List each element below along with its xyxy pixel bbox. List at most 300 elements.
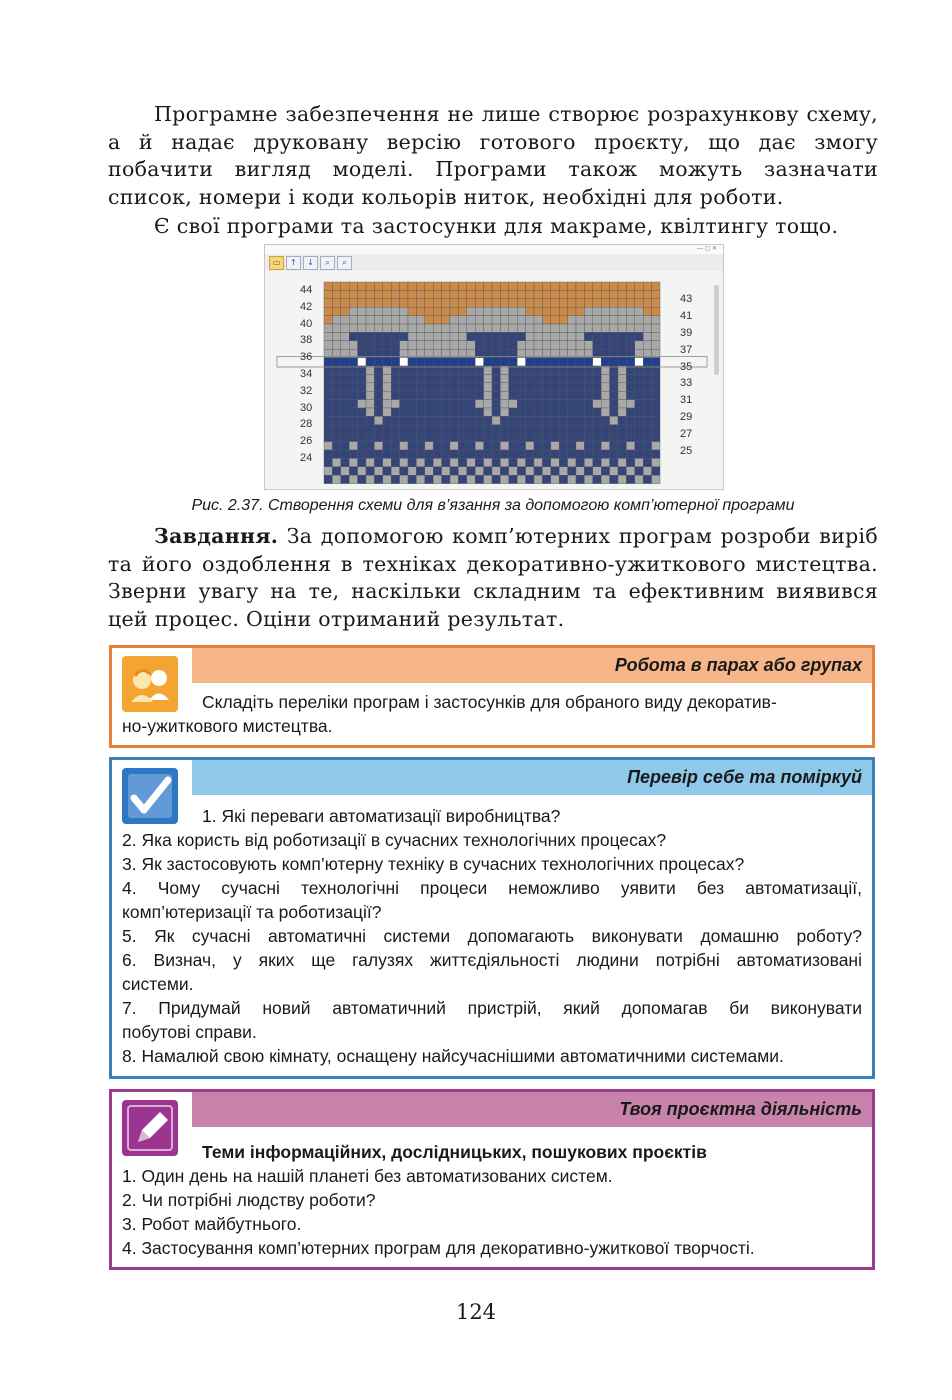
pattern-cell — [559, 332, 567, 340]
pattern-cell — [643, 374, 651, 382]
pattern-cell — [383, 442, 391, 450]
pattern-cell — [492, 299, 500, 307]
pattern-cell — [433, 442, 441, 450]
intro-paragraph — [108, 101, 878, 211]
pattern-cell — [652, 358, 660, 366]
pattern-cell — [349, 316, 357, 324]
pattern-cell — [526, 458, 534, 466]
pattern-cell — [551, 442, 559, 450]
pattern-cell — [652, 290, 660, 298]
pattern-cell — [366, 383, 374, 391]
pattern-cell — [584, 332, 592, 340]
pattern-cell — [425, 299, 433, 307]
pattern-cell — [584, 324, 592, 332]
pattern-cell — [652, 374, 660, 382]
pattern-cell — [576, 425, 584, 433]
pattern-cell — [517, 400, 525, 408]
pattern-cell — [458, 425, 466, 433]
pattern-cell — [332, 307, 340, 315]
pattern-cell — [551, 400, 559, 408]
pair-work-text — [122, 690, 862, 738]
pair-work-header — [192, 648, 872, 683]
question-item: 5. Як сучасні автоматичні системи допомагають виконувати домашню роботу? — [122, 926, 862, 946]
question-item: 1. Які переваги автоматизації виробництва? — [202, 806, 561, 826]
pattern-cell — [534, 467, 542, 475]
project-activity-box — [109, 1089, 875, 1270]
pattern-cell — [635, 358, 643, 366]
pattern-cell — [643, 425, 651, 433]
pattern-cell — [626, 299, 634, 307]
pattern-cell — [433, 374, 441, 382]
pattern-cell — [610, 383, 618, 391]
pattern-cell — [526, 433, 534, 441]
pattern-cell — [542, 391, 550, 399]
pattern-cell — [542, 416, 550, 424]
pattern-cell — [576, 442, 584, 450]
pattern-cell — [458, 282, 466, 290]
pattern-cell — [534, 383, 542, 391]
pattern-cell — [517, 332, 525, 340]
pattern-cell — [366, 299, 374, 307]
pattern-cell — [391, 433, 399, 441]
pattern-cell — [408, 475, 416, 483]
pattern-cell — [509, 475, 517, 483]
pattern-cell — [618, 442, 626, 450]
pattern-cell — [568, 332, 576, 340]
pattern-cell — [450, 391, 458, 399]
pattern-cell — [332, 442, 340, 450]
pattern-cell — [517, 442, 525, 450]
pattern-cell — [366, 332, 374, 340]
pattern-cell — [450, 374, 458, 382]
pattern-cell — [610, 442, 618, 450]
pattern-cell — [584, 374, 592, 382]
pattern-cell — [526, 332, 534, 340]
pattern-cell — [542, 467, 550, 475]
pattern-cell — [408, 316, 416, 324]
row-number-left: 24 — [300, 452, 313, 464]
pattern-cell — [467, 391, 475, 399]
pattern-cell — [559, 442, 567, 450]
pattern-cell — [601, 299, 609, 307]
pattern-cell — [358, 416, 366, 424]
row-number-left: 44 — [300, 284, 313, 296]
pattern-cell — [492, 383, 500, 391]
pattern-cell — [509, 299, 517, 307]
pattern-cell — [366, 416, 374, 424]
pattern-cell — [526, 450, 534, 458]
pattern-cell — [509, 408, 517, 416]
pattern-cell — [458, 341, 466, 349]
pattern-cell — [517, 282, 525, 290]
question-item: 3. Як застосовують комп’ютерну техніку в сучасних технологічних процесах? — [122, 854, 745, 874]
pattern-cell — [442, 383, 450, 391]
pattern-cell — [324, 425, 332, 433]
pattern-cell — [442, 475, 450, 483]
pattern-cell — [652, 282, 660, 290]
pattern-cell — [366, 358, 374, 366]
pattern-cell — [593, 425, 601, 433]
pattern-cell — [400, 316, 408, 324]
pattern-cell — [349, 458, 357, 466]
pattern-cell — [526, 442, 534, 450]
pattern-cell — [484, 442, 492, 450]
row-number-left: 40 — [300, 317, 313, 330]
pattern-cell — [576, 408, 584, 416]
pattern-cell — [593, 341, 601, 349]
pattern-cell — [509, 416, 517, 424]
pattern-cell — [400, 282, 408, 290]
pattern-cell — [593, 408, 601, 416]
pattern-cell — [374, 416, 382, 424]
pattern-cell — [601, 425, 609, 433]
pattern-cell — [618, 450, 626, 458]
pattern-cell — [534, 458, 542, 466]
pattern-cell — [568, 467, 576, 475]
pattern-cell — [576, 450, 584, 458]
pattern-cell — [450, 299, 458, 307]
pattern-cell — [492, 374, 500, 382]
pattern-cell — [568, 358, 576, 366]
pattern-cell — [568, 282, 576, 290]
row-number-right: 27 — [680, 427, 693, 440]
pattern-cell — [383, 332, 391, 340]
pattern-cell — [425, 442, 433, 450]
pattern-cell — [643, 299, 651, 307]
pattern-cell — [358, 374, 366, 382]
pattern-cell — [332, 383, 340, 391]
pattern-cell — [442, 290, 450, 298]
pattern-cell — [366, 290, 374, 298]
pattern-cell — [635, 324, 643, 332]
pattern-cell — [475, 324, 483, 332]
pattern-cell — [492, 341, 500, 349]
pattern-cell — [408, 299, 416, 307]
pattern-cell — [324, 324, 332, 332]
pattern-cell — [450, 433, 458, 441]
row-number-left: 42 — [300, 300, 313, 313]
pattern-cell — [341, 299, 349, 307]
pattern-cell — [584, 282, 592, 290]
pattern-cell — [626, 433, 634, 441]
pattern-cell — [517, 391, 525, 399]
pattern-cell — [568, 442, 576, 450]
pattern-cell — [467, 374, 475, 382]
pattern-cell — [492, 290, 500, 298]
pattern-cell — [568, 425, 576, 433]
pattern-cell — [341, 400, 349, 408]
pattern-cell — [509, 442, 517, 450]
pattern-cell — [635, 316, 643, 324]
pattern-cell — [626, 332, 634, 340]
pattern-cell — [559, 475, 567, 483]
pattern-cell — [425, 290, 433, 298]
pattern-cell — [408, 324, 416, 332]
pattern-cell — [584, 290, 592, 298]
pattern-cell — [500, 416, 508, 424]
pattern-cell — [467, 433, 475, 441]
pattern-cell — [450, 290, 458, 298]
pattern-cell — [332, 391, 340, 399]
pattern-cell — [458, 416, 466, 424]
pattern-cell — [601, 408, 609, 416]
pattern-cell — [458, 383, 466, 391]
zoom-in-icon: ⌕ — [320, 256, 335, 270]
pattern-cell — [542, 299, 550, 307]
pattern-cell — [391, 282, 399, 290]
pattern-cell — [366, 458, 374, 466]
pattern-cell — [416, 400, 424, 408]
pattern-cell — [526, 290, 534, 298]
pattern-cell — [374, 433, 382, 441]
pattern-cell — [349, 290, 357, 298]
pattern-cell — [542, 307, 550, 315]
pattern-cell — [391, 307, 399, 315]
pattern-cell — [618, 324, 626, 332]
pattern-cell — [366, 408, 374, 416]
pattern-cell — [610, 467, 618, 475]
pattern-cell — [416, 358, 424, 366]
pattern-cell — [534, 391, 542, 399]
pattern-cell — [442, 416, 450, 424]
pattern-cell — [492, 307, 500, 315]
pattern-cell — [332, 316, 340, 324]
pattern-cell — [509, 316, 517, 324]
pattern-cell — [341, 408, 349, 416]
pattern-cell — [467, 324, 475, 332]
pattern-cell — [442, 433, 450, 441]
pattern-cell — [517, 458, 525, 466]
pattern-cell — [467, 475, 475, 483]
pattern-cell — [652, 425, 660, 433]
pattern-cell — [551, 475, 559, 483]
pattern-cell — [475, 467, 483, 475]
pattern-cell — [408, 442, 416, 450]
pattern-cell — [408, 458, 416, 466]
pattern-cell — [509, 341, 517, 349]
pattern-cell — [576, 324, 584, 332]
pattern-cell — [643, 458, 651, 466]
pattern-cell — [635, 299, 643, 307]
pattern-cell — [618, 307, 626, 315]
pattern-cell — [601, 475, 609, 483]
pattern-cell — [610, 374, 618, 382]
pattern-cell — [509, 307, 517, 315]
pattern-cell — [332, 475, 340, 483]
pattern-cell — [542, 408, 550, 416]
pattern-cell — [568, 341, 576, 349]
pattern-cell — [433, 358, 441, 366]
pattern-cell — [416, 442, 424, 450]
pattern-cell — [391, 374, 399, 382]
pattern-cell — [593, 358, 601, 366]
pattern-cell — [400, 450, 408, 458]
project-activity-title: Твоя проєктна діяльність — [619, 1099, 862, 1119]
pattern-cell — [425, 458, 433, 466]
pattern-cell — [400, 391, 408, 399]
pattern-cell — [391, 391, 399, 399]
pattern-cell — [542, 290, 550, 298]
pattern-cell — [584, 433, 592, 441]
pattern-cell — [366, 433, 374, 441]
pattern-cell — [652, 408, 660, 416]
pattern-cell — [576, 299, 584, 307]
pattern-cell — [593, 332, 601, 340]
pattern-cell — [551, 307, 559, 315]
pattern-cell — [559, 324, 567, 332]
pattern-cell — [425, 316, 433, 324]
pattern-cell — [341, 374, 349, 382]
pattern-cell — [643, 332, 651, 340]
pattern-cell — [366, 450, 374, 458]
pattern-cell — [324, 416, 332, 424]
pattern-cell — [408, 383, 416, 391]
pattern-cell — [400, 442, 408, 450]
pattern-cell — [408, 416, 416, 424]
pattern-cell — [635, 416, 643, 424]
pattern-cell — [374, 425, 382, 433]
pattern-cell — [542, 316, 550, 324]
pattern-cell — [324, 332, 332, 340]
pattern-cell — [458, 408, 466, 416]
pattern-cell — [383, 316, 391, 324]
pattern-cell — [341, 307, 349, 315]
pattern-cell — [425, 383, 433, 391]
pattern-cell — [618, 400, 626, 408]
pattern-cell — [618, 408, 626, 416]
pattern-cell — [442, 299, 450, 307]
pattern-cell — [526, 299, 534, 307]
pattern-cell — [374, 442, 382, 450]
pattern-cell — [492, 467, 500, 475]
pattern-cell — [643, 282, 651, 290]
pattern-cell — [374, 475, 382, 483]
pattern-cell — [408, 282, 416, 290]
pattern-cell — [559, 391, 567, 399]
pattern-cell — [458, 475, 466, 483]
pattern-cell — [341, 416, 349, 424]
pattern-cell — [400, 324, 408, 332]
pattern-cell — [576, 383, 584, 391]
pattern-cell — [332, 425, 340, 433]
pattern-cell — [366, 341, 374, 349]
pattern-cell — [324, 316, 332, 324]
pattern-cell — [542, 332, 550, 340]
pattern-cell — [349, 299, 357, 307]
pattern-cell — [576, 290, 584, 298]
pattern-cell — [383, 475, 391, 483]
pattern-cell — [400, 299, 408, 307]
pattern-cell — [484, 374, 492, 382]
pattern-cell — [332, 467, 340, 475]
pattern-cell — [400, 467, 408, 475]
pattern-cell — [391, 324, 399, 332]
pattern-cell — [584, 316, 592, 324]
pattern-cell — [332, 450, 340, 458]
pattern-cell — [358, 290, 366, 298]
pattern-cell — [517, 324, 525, 332]
pattern-cell — [652, 433, 660, 441]
pattern-cell — [576, 374, 584, 382]
pattern-cell — [433, 316, 441, 324]
pattern-cell — [542, 341, 550, 349]
pattern-cell — [601, 341, 609, 349]
pattern-cell — [568, 416, 576, 424]
pattern-cell — [475, 408, 483, 416]
project-topic-item: 3. Робот майбутнього. — [122, 1214, 302, 1234]
pattern-cell — [526, 316, 534, 324]
pattern-cell — [601, 374, 609, 382]
pattern-cell — [568, 290, 576, 298]
pattern-cell — [584, 358, 592, 366]
pattern-cell — [408, 433, 416, 441]
pattern-cell — [551, 341, 559, 349]
pattern-cell — [341, 358, 349, 366]
pattern-cell — [391, 458, 399, 466]
pattern-cell — [484, 358, 492, 366]
pattern-cell — [568, 391, 576, 399]
pattern-cell — [652, 475, 660, 483]
pattern-cell — [484, 324, 492, 332]
pattern-cell — [458, 467, 466, 475]
pattern-cell — [383, 391, 391, 399]
pattern-cell — [618, 458, 626, 466]
pattern-cell — [349, 332, 357, 340]
pattern-cell — [442, 408, 450, 416]
pattern-cell — [635, 425, 643, 433]
pattern-cell — [442, 425, 450, 433]
pattern-cell — [610, 425, 618, 433]
pattern-cell — [332, 299, 340, 307]
pattern-cell — [324, 458, 332, 466]
pattern-cell — [425, 425, 433, 433]
pattern-cell — [358, 400, 366, 408]
pattern-cell — [324, 475, 332, 483]
pattern-cell — [467, 400, 475, 408]
pattern-cell — [492, 416, 500, 424]
pattern-cell — [442, 458, 450, 466]
row-number-right: 31 — [680, 394, 693, 407]
pattern-cell — [534, 341, 542, 349]
pattern-cell — [383, 282, 391, 290]
pattern-cell — [643, 324, 651, 332]
pattern-cell — [492, 450, 500, 458]
pattern-cell — [526, 307, 534, 315]
pattern-cell — [383, 467, 391, 475]
pattern-cell — [349, 450, 357, 458]
pattern-cell — [500, 450, 508, 458]
pattern-cell — [610, 307, 618, 315]
pattern-cell — [442, 400, 450, 408]
pattern-cell — [391, 408, 399, 416]
pattern-cell — [568, 408, 576, 416]
pattern-cell — [593, 416, 601, 424]
pattern-cell — [551, 458, 559, 466]
pattern-cell — [416, 316, 424, 324]
pattern-cell — [526, 324, 534, 332]
pattern-cell — [416, 324, 424, 332]
pattern-cell — [442, 442, 450, 450]
pattern-cell — [500, 324, 508, 332]
pattern-cell — [576, 307, 584, 315]
pattern-cell — [374, 467, 382, 475]
pattern-cell — [559, 282, 567, 290]
pattern-cell — [568, 383, 576, 391]
pattern-cell — [551, 433, 559, 441]
pattern-cell — [416, 391, 424, 399]
pattern-cell — [618, 358, 626, 366]
pattern-cell — [442, 307, 450, 315]
